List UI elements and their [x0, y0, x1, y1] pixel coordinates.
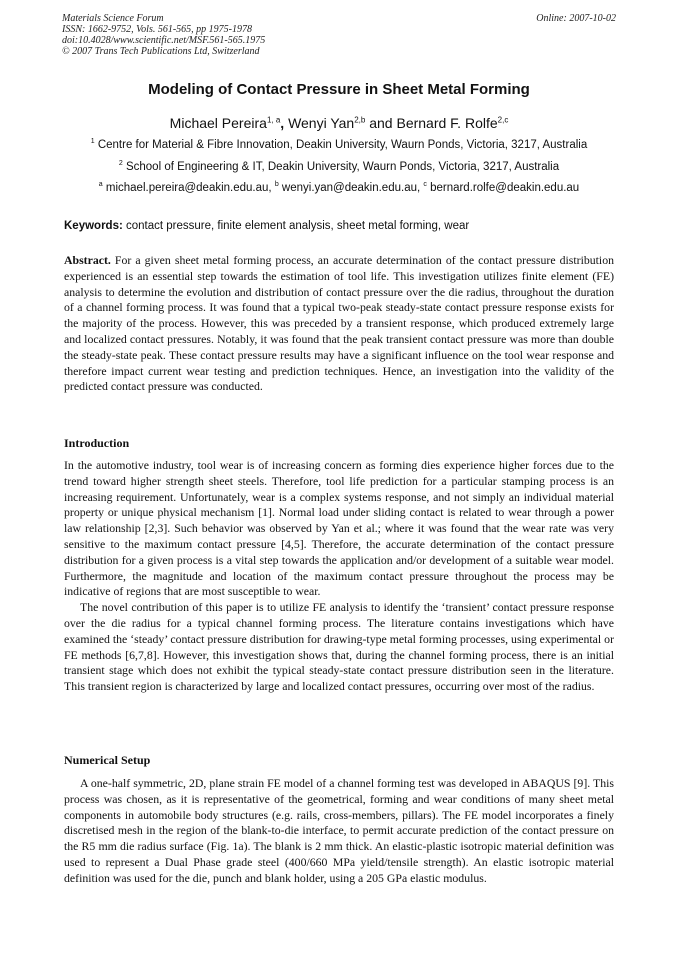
journal-name: Materials Science Forum — [62, 13, 164, 24]
author-name: Bernard F. Rolfe — [396, 115, 498, 131]
section-heading-numerical-setup: Numerical Setup — [64, 753, 151, 767]
keywords-line — [64, 219, 616, 233]
online-date: Online: 2007-10-02 — [536, 13, 616, 24]
keywords-label: Keywords: — [64, 220, 123, 232]
author-affiliation-mark: 2,c — [497, 115, 509, 125]
author-list — [0, 114, 678, 132]
author-emails — [0, 181, 678, 195]
email-mark: a — [98, 181, 103, 189]
affiliation-2 — [0, 160, 678, 174]
paragraph: A one-half symmetric, 2D, plane strain FE model of a channel forming test was developed in ABAQUS [9]. This process was chosen, as it is representative of the geometrical, forming and wear conditions of many sheet metal components in automobile body structures (e.g. rails, cross-members, pillars). The FE model incorporates a finely discretised mesh in the region of the blank-to-die interface, to permit accurate prediction of the contact pressure on the R5 mm die radius surface (Fig. 1a). The blank is 2 mm thick. An elastic-plastic isotropic material definition was used to represent a Dual Phase grade steel (400/660 MPa yield/tensile strength). An elastic isotropic material definition was used for the die, punch and blank holder, using a 205 GPa elastic modulus. — [64, 776, 614, 885]
author-separator: , — [280, 115, 289, 131]
affiliation-mark: 2 — [118, 160, 123, 168]
abstract — [64, 253, 614, 395]
affiliation-text: School of Engineering & IT, Deakin University, Waurn Ponds, Victoria, 3217, Australia — [122, 161, 560, 173]
email-link[interactable]: michael.pereira@deakin.edu.au, — [102, 182, 275, 194]
section-heading-introduction: Introduction — [64, 436, 130, 450]
author-affiliation-mark: 2,b — [354, 115, 366, 125]
affiliation-text: Centre for Material & Fibre Innovation, Deakin University, Waurn Ponds, Victoria, 3217, Australia — [94, 139, 588, 151]
introduction-body — [64, 458, 614, 695]
email-link[interactable]: bernard.rolfe@deakin.edu.au — [426, 182, 580, 194]
affiliation-1 — [0, 138, 678, 152]
email-mark: c — [423, 181, 427, 189]
author-name: Michael Pereira — [169, 115, 267, 131]
doi-line[interactable]: doi:10.4028/www.scientific.net/MSF.561-565.1975 — [62, 35, 266, 46]
abstract-label: Abstract. — [64, 253, 111, 267]
email-mark: b — [274, 181, 279, 189]
numerical-setup-body — [64, 776, 614, 887]
copyright-line: © 2007 Trans Tech Publications Ltd, Switzerland — [62, 46, 260, 57]
issn-line: ISSN: 1662-9752, Vols. 561-565, pp 1975-1978 — [62, 24, 252, 35]
author-affiliation-mark: 1, a — [266, 115, 281, 125]
author-name: Wenyi Yan — [288, 115, 355, 131]
affiliation-mark: 1 — [90, 138, 95, 146]
paragraph: In the automotive industry, tool wear is of increasing concern as forming dies experience higher forces due to the trend toward higher strength sheet steels. Therefore, tool life prediction for a particular stamping process is an increasing requirement. Unfortunately, wear is a complex systems response, and not simply an individual material property or unique physical mechanism [1]. Normal load under sliding contact is related to wear through a power law relationship [2,3]. Such behavior was observed by Yan et al.; where it was found that the wear rate was very sensitive to the maximum contact pressure [4,5]. Therefore, the accurate determination of the contact pressure distribution for a given process is a vital step towards the application and/or development of a suitable wear model. Furthermore, the magnitude and location of the maximum contact pressure throughout the process may be indicative of regions that are most susceptible to wear. — [64, 458, 614, 599]
abstract-text: For a given sheet metal forming process, an accurate determination of the contact pressure distribution experienced is an essential step towards the estimation of tool life. This investigation utilizes finite element (FE) analysis to determine the evolution and distribution of contact pressure over the die radius, throughout the duration of a channel forming process. It was found that a typical two-peak steady-state contact pressure response exists for the majority of the process. However, this was preceded by a transient response, which produced extremely large and localized contact pressures. Notably, it was found that the peak transient contact pressure was more than double the steady-state peak. These contact pressure results may have a significant influence on the tool wear response and therefore impact current wear testing and prediction techniques. Hence, an investigation into the validity of the predicted contact pressure was conducted. — [64, 253, 614, 394]
author-separator: and — [365, 115, 397, 131]
journal-header — [62, 13, 482, 57]
paper-title: Modeling of Contact Pressure in Sheet Metal Forming — [148, 81, 530, 98]
keywords-text: contact pressure, finite element analysis, sheet metal forming, wear — [122, 220, 470, 232]
paragraph: The novel contribution of this paper is to utilize FE analysis to identify the ‘transient’ contact pressure response over the die radius for a typical channel forming process. The literature contains investigations which have examined the ‘steady’ contact pressure distribution for drawing-type metal forming processes, using experimental or FE methods [6,7,8]. However, this investigation shows that, during the channel forming process, there is an initial transient stage which does not exhibit the typical steady-state contact pressure distribution seen in the literature. This transient region is characterized by large and localized contact pressures, occurring over most of the radius. — [64, 600, 614, 694]
email-link[interactable]: wenyi.yan@deakin.edu.au, — [278, 182, 424, 194]
